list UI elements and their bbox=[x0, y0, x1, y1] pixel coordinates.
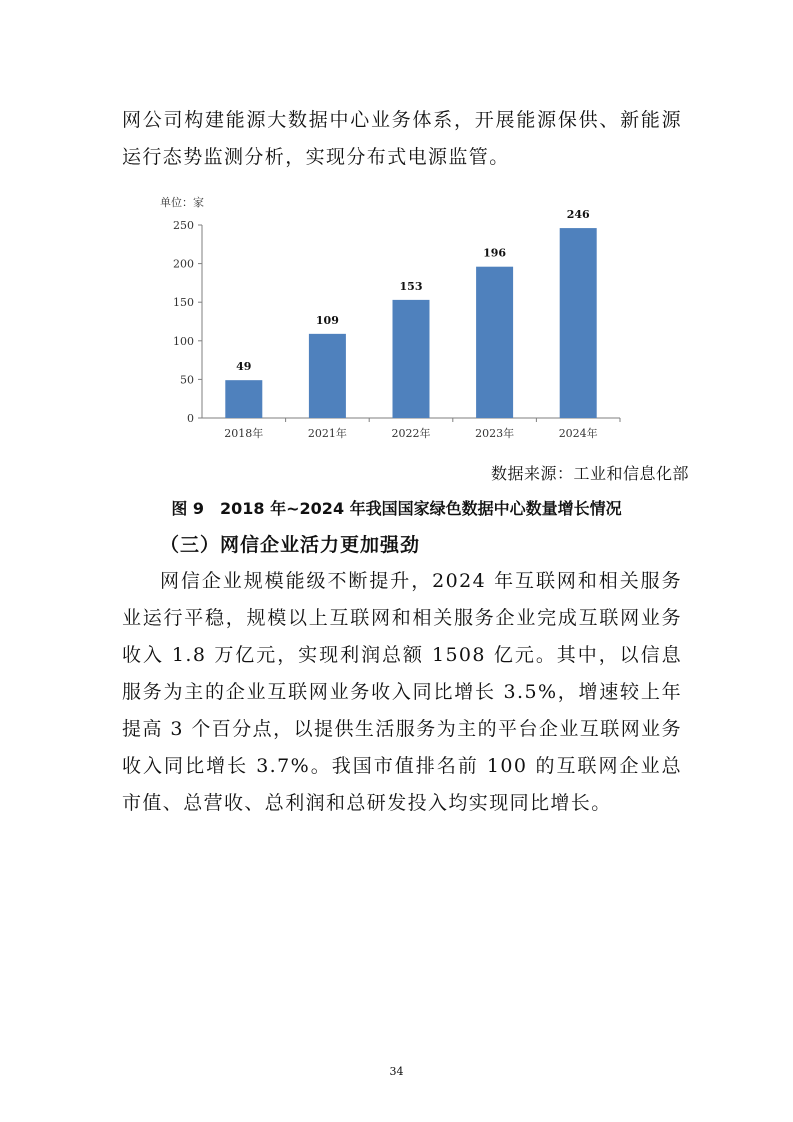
x-tick-label: 2022年 bbox=[391, 427, 431, 440]
y-tick-label: 250 bbox=[173, 219, 194, 232]
bar bbox=[560, 228, 597, 418]
body-paragraph: 网信企业规模能级不断提升，2024 年互联网和相关服务业运行平稳，规模以上互联网和相关服务企业完成互联网业务收入 1.8 万亿元，实现利润总额 1508 亿元。其中，以信息服务为主的企业互联网业务收入同比增长 3.5%，增速较上年提高 3 个百分点，以提供生活服务为主的平台企业互联网业务收入同比增长 3.7%。我国市值排名前 100 的互联网企业总市值、总营收、总利润和总研发投入均实现同比增长。 bbox=[122, 570, 682, 814]
data-label: 153 bbox=[399, 279, 423, 293]
y-tick-label: 100 bbox=[173, 334, 194, 348]
x-tick-label: 2021年 bbox=[307, 427, 347, 440]
data-label: 49 bbox=[236, 360, 252, 374]
page-number: 34 bbox=[389, 1065, 404, 1078]
y-tick-label: 50 bbox=[180, 373, 194, 387]
bar bbox=[476, 267, 513, 418]
x-tick-label: 2024年 bbox=[558, 427, 598, 440]
y-tick-label: 0 bbox=[187, 412, 194, 425]
bar bbox=[309, 334, 346, 418]
section-heading: （三）网信企业活力更加强劲 bbox=[160, 534, 421, 556]
data-label: 246 bbox=[566, 208, 590, 222]
x-tick-label: 2018年 bbox=[224, 427, 264, 440]
x-tick-label: 2023年 bbox=[475, 427, 515, 440]
intro-paragraph: 网公司构建能源大数据中心业务体系，开展能源保供、新能源运行态势监测分析，实现分布式电源监管。 bbox=[122, 109, 682, 168]
data-label: 196 bbox=[483, 246, 507, 260]
chart-svg bbox=[160, 190, 630, 450]
chart-unit-label: 单位：家 bbox=[160, 196, 204, 209]
source-line: 数据来源：工业和信息化部 bbox=[490, 464, 689, 483]
y-tick-label: 150 bbox=[173, 296, 194, 310]
data-label: 109 bbox=[315, 313, 339, 327]
figure-caption: 图 9 2018 年~2024 年我国国家绿色数据中心数量增长情况 bbox=[171, 499, 622, 518]
bar bbox=[393, 300, 430, 418]
bar-chart bbox=[160, 190, 630, 450]
bar bbox=[225, 380, 262, 418]
y-tick-label: 200 bbox=[173, 257, 194, 271]
